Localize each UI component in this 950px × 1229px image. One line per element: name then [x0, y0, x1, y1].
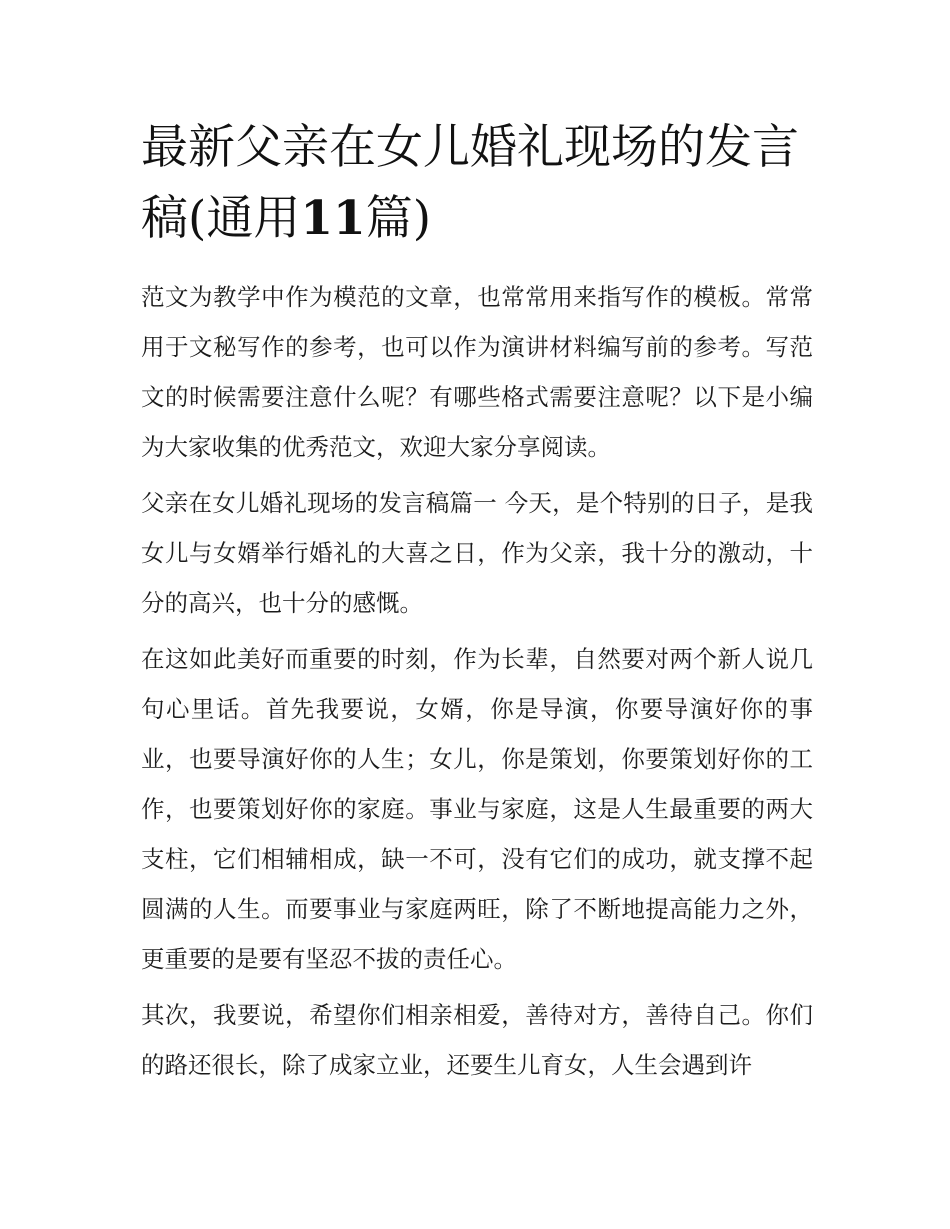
document-title	[141, 112, 813, 254]
paragraph-advice: 在这如此美好而重要的时刻，作为长辈，自然要对两个新人说几句心里话。首先我要说，女婿，你是导演，你要导演好你的事业，也要导演好你的人生；女儿，你是策划，你要策划好你的工作，也要策划好你的家庭。事业与家庭，这是人生最重要的两大支柱，它们相辅相成，缺一不可，没有它们的成功，就支撑不起圆满的人生。而要事业与家庭两旺，除了不断地提高能力之外，更重要的是要有坚忍不拔的责任心。	[141, 645, 813, 973]
paragraph-intro: 范文为教学中作为模范的文章，也常常用来指写作的模板。常常用于文秘写作的参考，也可以作为演讲材料编写前的参考。写范文的时候需要注意什么呢？有哪些格式需要注意呢？以下是小编为大家收集的优秀范文，欢迎大家分享阅读。	[141, 283, 813, 461]
paragraph-wishes: 其次，我要说，希望你们相亲相爱，善待对方，善待自己。你们的路还很长，除了成家立业，还要生儿育女，人生会遇到许	[141, 1001, 813, 1079]
title-suffix: 篇)	[365, 191, 432, 246]
title-text: 最新父亲在女儿婚礼现场的发言稿(通用	[141, 120, 799, 246]
title-number: 11	[300, 191, 366, 246]
paragraph-opening: 父亲在女儿婚礼现场的发言稿篇一 今天，是个特别的日子，是我女儿与女婿举行婚礼的大喜之日，作为父亲，我十分的激动，十分的高兴，也十分的感慨。	[141, 489, 813, 617]
document-body	[141, 112, 813, 1096]
